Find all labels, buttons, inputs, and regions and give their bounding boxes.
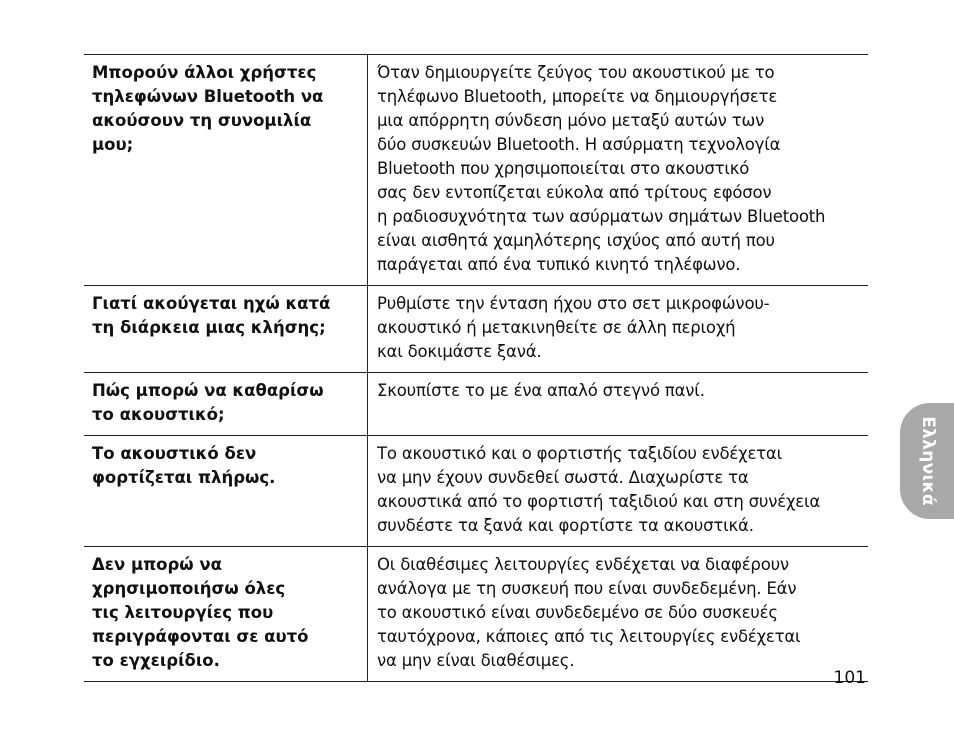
faq-row	[84, 55, 868, 286]
faq-question: Γιατί ακούγεται ηχώ κατά τη διάρκεια μιας κλήσης;	[84, 286, 368, 372]
faq-row	[84, 286, 868, 373]
language-side-tab	[900, 403, 954, 519]
faq-answer: Όταν δημιουργείτε ζεύγος του ακουστικού με το τηλέφωνο Bluetooth, μπορείτε να δημιουργήσετε μια απόρρητη σύνδεση μόνο μεταξύ αυτών των δύο συσκευών Bluetooth. Η ασύρματη τεχνολογία Bluetooth που χρησιμοποιείται στο ακουστικό σας δεν εντοπίζεται εύκολα από τρίτους εφόσον η ραδιοσυχνότητα των ασύρματων σημάτων Bluetooth είναι αισθητά χαμηλότερης ισχύος από αυτή που παράγεται από ένα τυπικό κινητό τηλέφωνο.	[377, 63, 826, 274]
faq-answer: Ρυθμίστε την ένταση ήχου στο σετ μικροφώνου- ακουστικό ή μετακινηθείτε σε άλλη περιοχή και δοκιμάστε ξανά.	[377, 294, 770, 361]
faq-question: Πώς μπορώ να καθαρίσω το ακουστικό;	[84, 373, 368, 435]
faq-question: Μπορούν άλλοι χρήστες τηλεφώνων Bluetooth να ακούσουν τη συνομιλία μου;	[84, 55, 368, 285]
faq-question: Το ακουστικό δεν φορτίζεται πλήρως.	[84, 436, 368, 546]
faq-question: Δεν μπορώ να χρησιμοποιήσω όλες τις λειτουργίες που περιγράφονται σε αυτό το εγχειρίδιο.	[84, 547, 368, 681]
faq-answer: Οι διαθέσιμες λειτουργίες ενδέχεται να διαφέρουν ανάλογα με τη συσκευή που είναι συνδεδεμένη. Εάν το ακουστικό είναι συνδεδεμένο σε δύο συσκευές ταυτόχρονα, κάποιες από τις λειτουργίες ενδέχεται να μην είναι διαθέσιμες.	[377, 555, 801, 670]
faq-row	[84, 373, 868, 436]
faq-table	[84, 54, 868, 682]
faq-row	[84, 436, 868, 547]
faq-answer: Σκουπίστε το με ένα απαλό στεγνό πανί.	[377, 381, 705, 400]
faq-answer: Το ακουστικό και ο φορτιστής ταξιδίου ενδέχεται να μην έχουν συνδεθεί σωστά. Διαχωρίστε τα ακουστικά από το φορτιστή ταξιδιού και στη συνέχεια συνδέστε τα ξανά και φορτίστε τα ακουστικά.	[377, 444, 821, 535]
page-number: 101	[833, 668, 866, 688]
language-tab-label: Ελληνικά	[918, 416, 938, 506]
faq-row	[84, 547, 868, 682]
